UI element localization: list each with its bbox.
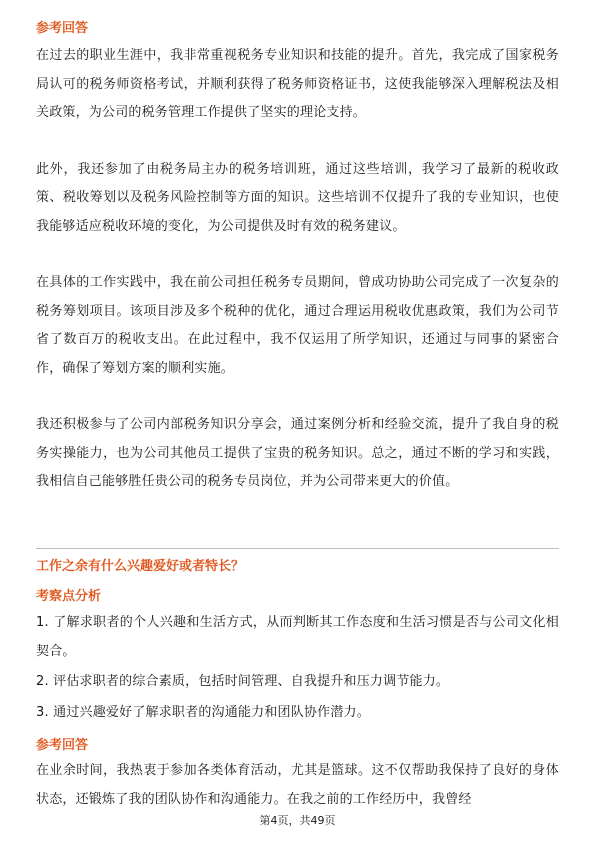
answer-paragraph-3: 在具体的工作实践中，我在前公司担任税务专员期间，曾成功协助公司完成了一次复杂的税务筹划项目。该项目涉及多个税种的优化，通过合理运用税收优惠政策，我们为公司节省了数百万的税收支出。在此过程中，我不仅运用了所学知识，还通过与同事的紧密合作，确保了筹划方案的顺利实施。 [36,275,559,376]
question-title: 工作之余有什么兴趣爱好或者特长？ [36,559,245,574]
page-content [36,20,559,497]
answer-paragraph-2: 此外，我还参加了由税务局主办的税务培训班，通过这些培训，我学习了最新的税收政策、税收筹划以及税务风险控制等方面的知识。这些培训不仅提升了我的专业知识，也使我能够适应税收环境的变化，为公司提供及时有效的税务建议。 [36,161,559,234]
page-footer: 第4页，共49页 [259,814,336,827]
answer-paragraph-1: 在过去的职业生涯中，我非常重视税务专业知识和技能的提升。首先，我完成了国家税务局认可的税务师资格考试，并顺利获得了税务师资格证书，这使我能够深入理解税法及相关政策，为公司的税务管理工作提供了坚实的理论支持。 [36,48,559,120]
analysis-item-1: 1. 了解求职者的个人兴趣和生活方式，从而判断其工作态度和生活习惯是否与公司文化相契合。 [36,615,559,659]
answer-heading: 参考回答 [36,738,89,753]
section-divider [36,548,559,549]
reference-answer-heading: 参考回答 [36,21,89,36]
question-section [36,558,559,814]
analysis-heading: 考察点分析 [36,589,102,604]
answer-paragraph-4: 我还积极参与了公司内部税务知识分享会，通过案例分析和经验交流，提升了我自身的税务实操能力，也为公司其他员工提供了宝贵的税务知识。总之，通过不断的学习和实践，我相信自己能够胜任贵公司的税务专员岗位，并为公司带来更大的价值。 [36,417,559,489]
analysis-item-2: 2. 评估求职者的综合素质，包括时间管理、自我提升和压力调节能力。 [36,674,450,689]
analysis-item-3: 3. 通过兴趣爱好了解求职者的沟通能力和团队协作潜力。 [36,704,370,720]
answer-text: 在业余时间，我热衷于参加各类体育活动，尤其是篮球。这不仅帮助我保持了良好的身体状态，还锻炼了我的团队协作和沟通能力。在我之前的工作经历中，我曾经 [36,763,559,807]
